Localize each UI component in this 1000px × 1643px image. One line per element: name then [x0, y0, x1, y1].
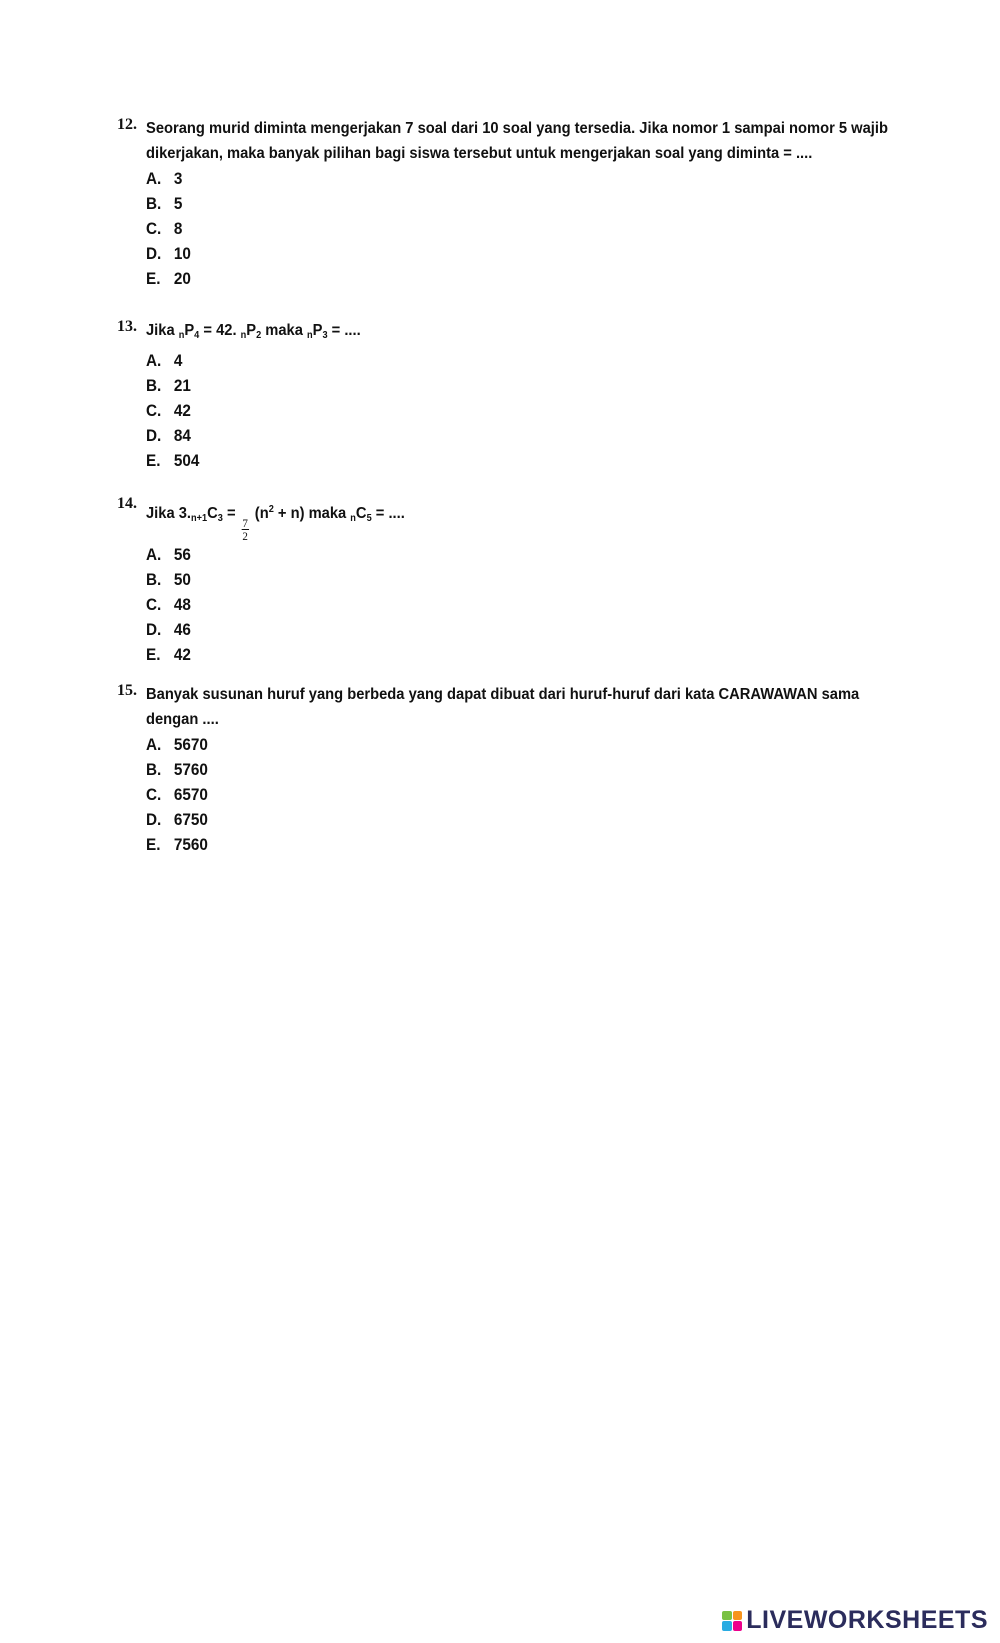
option-a[interactable]: A. 4 — [146, 351, 183, 370]
question-number: 12. — [117, 116, 137, 133]
option-c[interactable]: C. 48 — [146, 595, 191, 614]
question-number: 14. — [117, 495, 137, 512]
question-number: 13. — [117, 318, 137, 335]
option-d[interactable]: D. 6750 — [146, 810, 208, 829]
logo-icon — [722, 1611, 742, 1631]
question-15 — [117, 682, 877, 857]
option-list — [146, 542, 877, 667]
question-text: Banyak susunan huruf yang berbeda yang dapat dibuat dari huruf-huruf dari kata CARAWAWAN sama dengan .... — [146, 686, 860, 728]
option-a[interactable]: A. 56 — [146, 545, 191, 564]
option-c[interactable]: C. 42 — [146, 401, 191, 420]
logo-square-blue — [722, 1621, 732, 1631]
option-a[interactable]: A. 5670 — [146, 735, 208, 754]
option-b[interactable]: B. 5760 — [146, 760, 208, 779]
option-c[interactable]: C. 6570 — [146, 785, 208, 804]
option-b[interactable]: B. 5 — [146, 194, 183, 213]
option-list — [146, 348, 877, 473]
question-13 — [117, 318, 877, 473]
question-12 — [117, 116, 888, 291]
question-text: Seorang murid diminta mengerjakan 7 soal dari 10 soal yang tersedia. Jika nomor 1 sampai nomor 5 wajib dikerjakan, maka banyak pilihan bagi siswa tersebut untuk mengerjakan soal yang diminta = .... — [146, 120, 888, 162]
fraction: $\frac{7}{2}$ — [242, 516, 248, 543]
option-list — [146, 166, 877, 291]
liveworksheets-logo — [722, 1606, 988, 1635]
option-c[interactable]: C. 8 — [146, 219, 183, 238]
option-d[interactable]: D. 46 — [146, 620, 191, 639]
option-e[interactable]: E. 20 — [146, 269, 191, 288]
question-text: Jika $_nP_4 = 42$. $_nP_2$ maka $_nP_3$ = .... — [146, 322, 361, 341]
option-e[interactable]: E. 42 — [146, 645, 191, 664]
question-text: Jika $3._{n+1}C_3$ = $\frac{7}{2}$ $(n^2 + n)$ maka $_nC_5$ = .... — [146, 504, 405, 543]
logo-square-orange — [733, 1611, 743, 1621]
option-b[interactable]: B. 50 — [146, 570, 191, 589]
option-b[interactable]: B. 21 — [146, 376, 191, 395]
option-e[interactable]: E. 7560 — [146, 835, 208, 854]
question-14 — [117, 495, 877, 667]
option-e[interactable]: E. 504 — [146, 451, 200, 470]
question-number: 15. — [117, 682, 137, 699]
logo-square-pink — [733, 1621, 743, 1631]
option-d[interactable]: D. 84 — [146, 426, 191, 445]
logo-square-green — [722, 1611, 732, 1621]
option-a[interactable]: A. 3 — [146, 169, 183, 188]
logo-text: LIVEWORKSHEETS — [746, 1606, 988, 1634]
option-d[interactable]: D. 10 — [146, 244, 191, 263]
option-list — [146, 732, 877, 857]
